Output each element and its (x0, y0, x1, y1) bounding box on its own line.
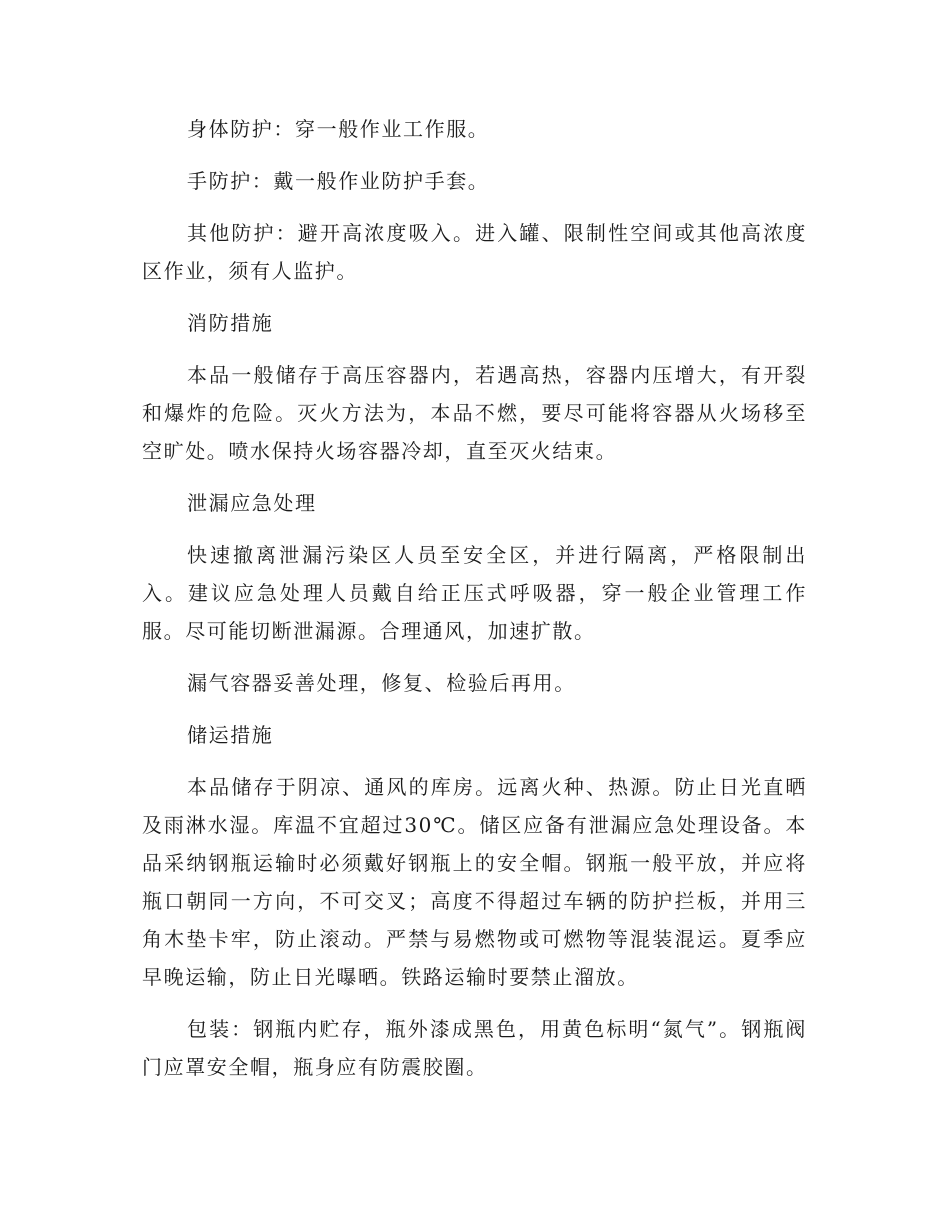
paragraph-hand-protection: 手防护：戴一般作业防护手套。 (187, 169, 490, 193)
paragraph-leak-response: 快速撤离泄漏污染区人员至安全区，并进行隔离，严格限制出入。建议应急处理人员戴自给正压式呼吸器，穿一般企业管理工作服。尽可能切断泄漏源。合理通风，加速扩散。 (142, 543, 807, 643)
section-heading-storage-transport: 储运措施 (187, 723, 274, 747)
paragraph-storage-transport: 本品储存于阴凉、通风的库房。远离火种、热源。防止日光直晒及雨淋水湿。库温不宜超过30℃。储区应备有泄漏应急处理设备。本品采纳钢瓶运输时必须戴好钢瓶上的安全帽。钢瓶一般平放，并应将瓶口朝同一方向，不可交叉；高度不得超过车辆的防护拦板，并用三角木垫卡牢，防止滚动。严禁与易燃物或可燃物等混装混运。夏季应早晚运输，防止日光曝晒。铁路运输时要禁止溜放。 (142, 775, 807, 989)
paragraph-packaging: 包装：钢瓶内贮存，瓶外漆成黑色，用黄色标明“氮气”。钢瓶阀门应罩安全帽，瓶身应有防震胶圈。 (142, 1017, 807, 1079)
paragraph-fire-fighting: 本品一般储存于高压容器内，若遇高热，容器内压增大，有开裂和爆炸的危险。灭火方法为，本品不燃，要尽可能将容器从火场移至空旷处。喷水保持火场容器冷却，直至灭火结束。 (142, 363, 807, 463)
paragraph-body-protection: 身体防护：穿一般作业工作服。 (187, 117, 490, 141)
section-heading-fire-fighting: 消防措施 (187, 311, 274, 335)
section-heading-leak-response: 泄漏应急处理 (187, 491, 317, 515)
paragraph-other-protection: 其他防护：避开高浓度吸入。进入罐、限制性空间或其他高浓度区作业，须有人监护。 (142, 221, 807, 283)
document-body (142, 110, 807, 1100)
paragraph-leaking-container: 漏气容器妥善处理，修复、检验后再用。 (187, 671, 576, 695)
